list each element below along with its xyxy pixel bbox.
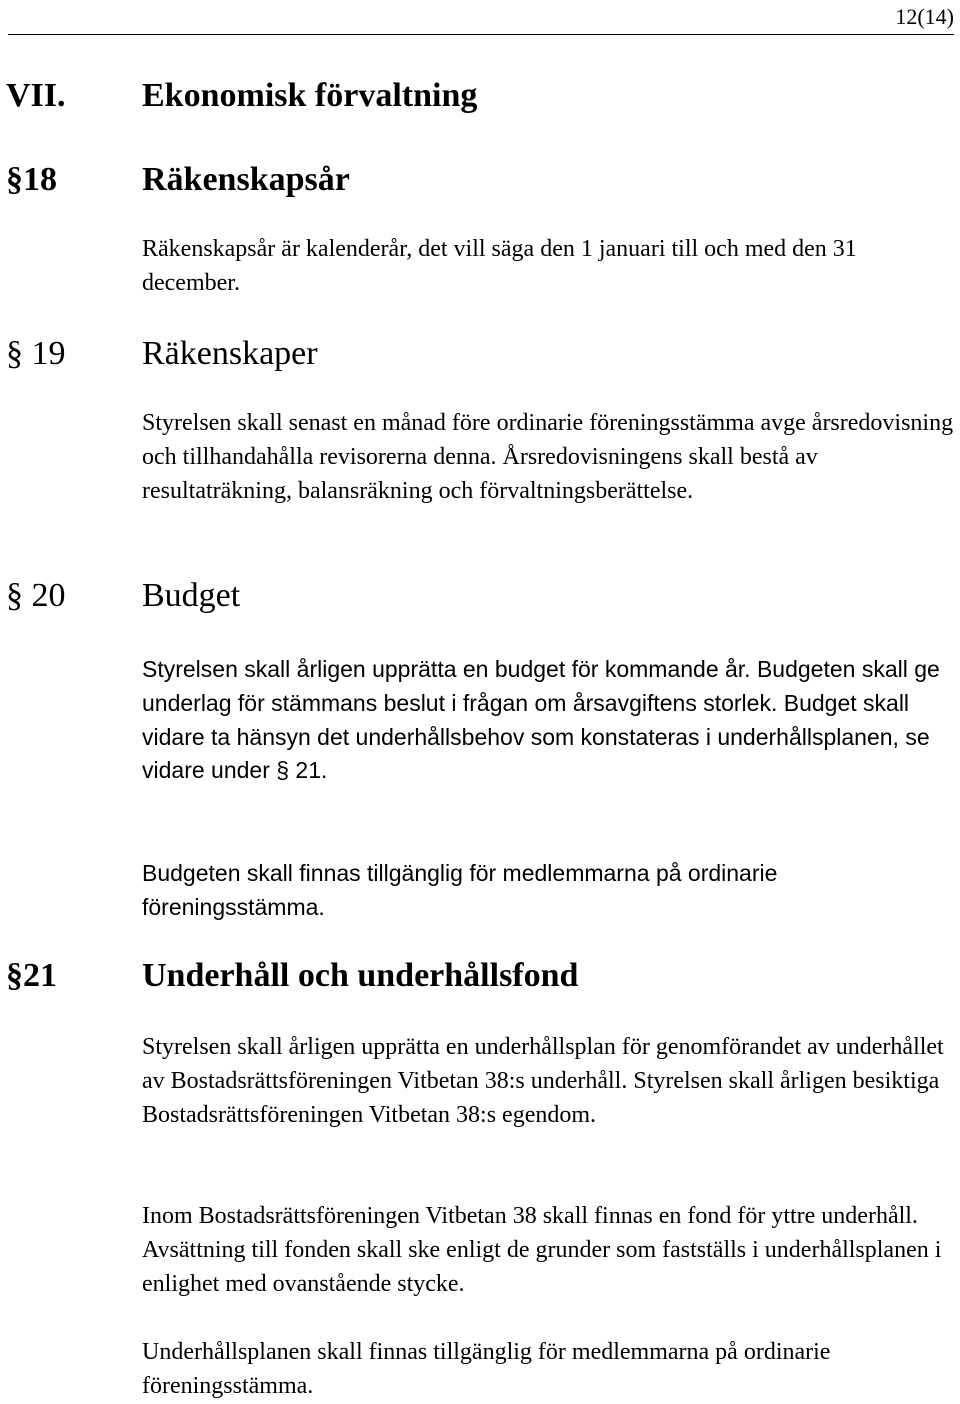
section-19-title: Räkenskaper [142,335,318,372]
chapter-number: VII. [6,77,66,114]
chapter-title: Ekonomisk förvaltning [142,77,478,114]
section-21-title: Underhåll och underhållsfond [142,957,579,994]
section-18-paragraph-1: Räkenskapsår är kalenderår, det vill säga den 1 januari till och med den 31 december. [142,236,857,296]
section-18-title: Räkenskapsår [142,161,350,198]
section-19-paragraph-1: Styrelsen skall senast en månad före ordinarie föreningsstämma avge årsredovisning och tillhandahålla revisorerna denna. Årsredovisningens skall bestå av resultaträkning, balansräkning och förvaltningsberättelse. [142,410,954,504]
section-20-paragraph-1: Styrelsen skall årligen upprätta en budget för kommande år. Budgeten skall ge underlag för stämmans beslut i frågan om årsavgiftens storlek. Budget skall vidare ta hänsyn det underhållsbehov som konstateras i underhållsplanen, se vidare under § 21. [142,656,940,784]
section-21-paragraph-1: Styrelsen skall årligen upprätta en underhållsplan för genomförandet av underhållet av Bostadsrättsföreningen Vitbetan 38:s underhåll. Styrelsen skall årligen besiktiga Bostadsrättsföreningen Vitbetan 38:s egendom. [142,1034,944,1128]
section-18-number: §18 [6,161,57,198]
section-19-number: § 19 [6,335,66,372]
section-20-number: § 20 [6,577,66,614]
section-21-paragraph-2: Inom Bostadsrättsföreningen Vitbetan 38 skall finnas en fond för yttre underhåll. Avsättning till fonden skall ske enligt de grunder som fastställs i underhållsplanen i enlighet med ovanstående stycke. [142,1203,942,1297]
header-rule [8,34,954,35]
section-20-paragraph-2: Budgeten skall finnas tillgänglig för medlemmarna på ordinarie föreningsstämma. [142,860,778,920]
section-20-title: Budget [142,577,241,614]
section-21-paragraph-3: Underhållsplanen skall finnas tillgänglig för medlemmarna på ordinarie föreningsstämma. [142,1339,831,1399]
page-number: 12(14) [895,4,954,29]
section-21-number: §21 [6,957,57,994]
